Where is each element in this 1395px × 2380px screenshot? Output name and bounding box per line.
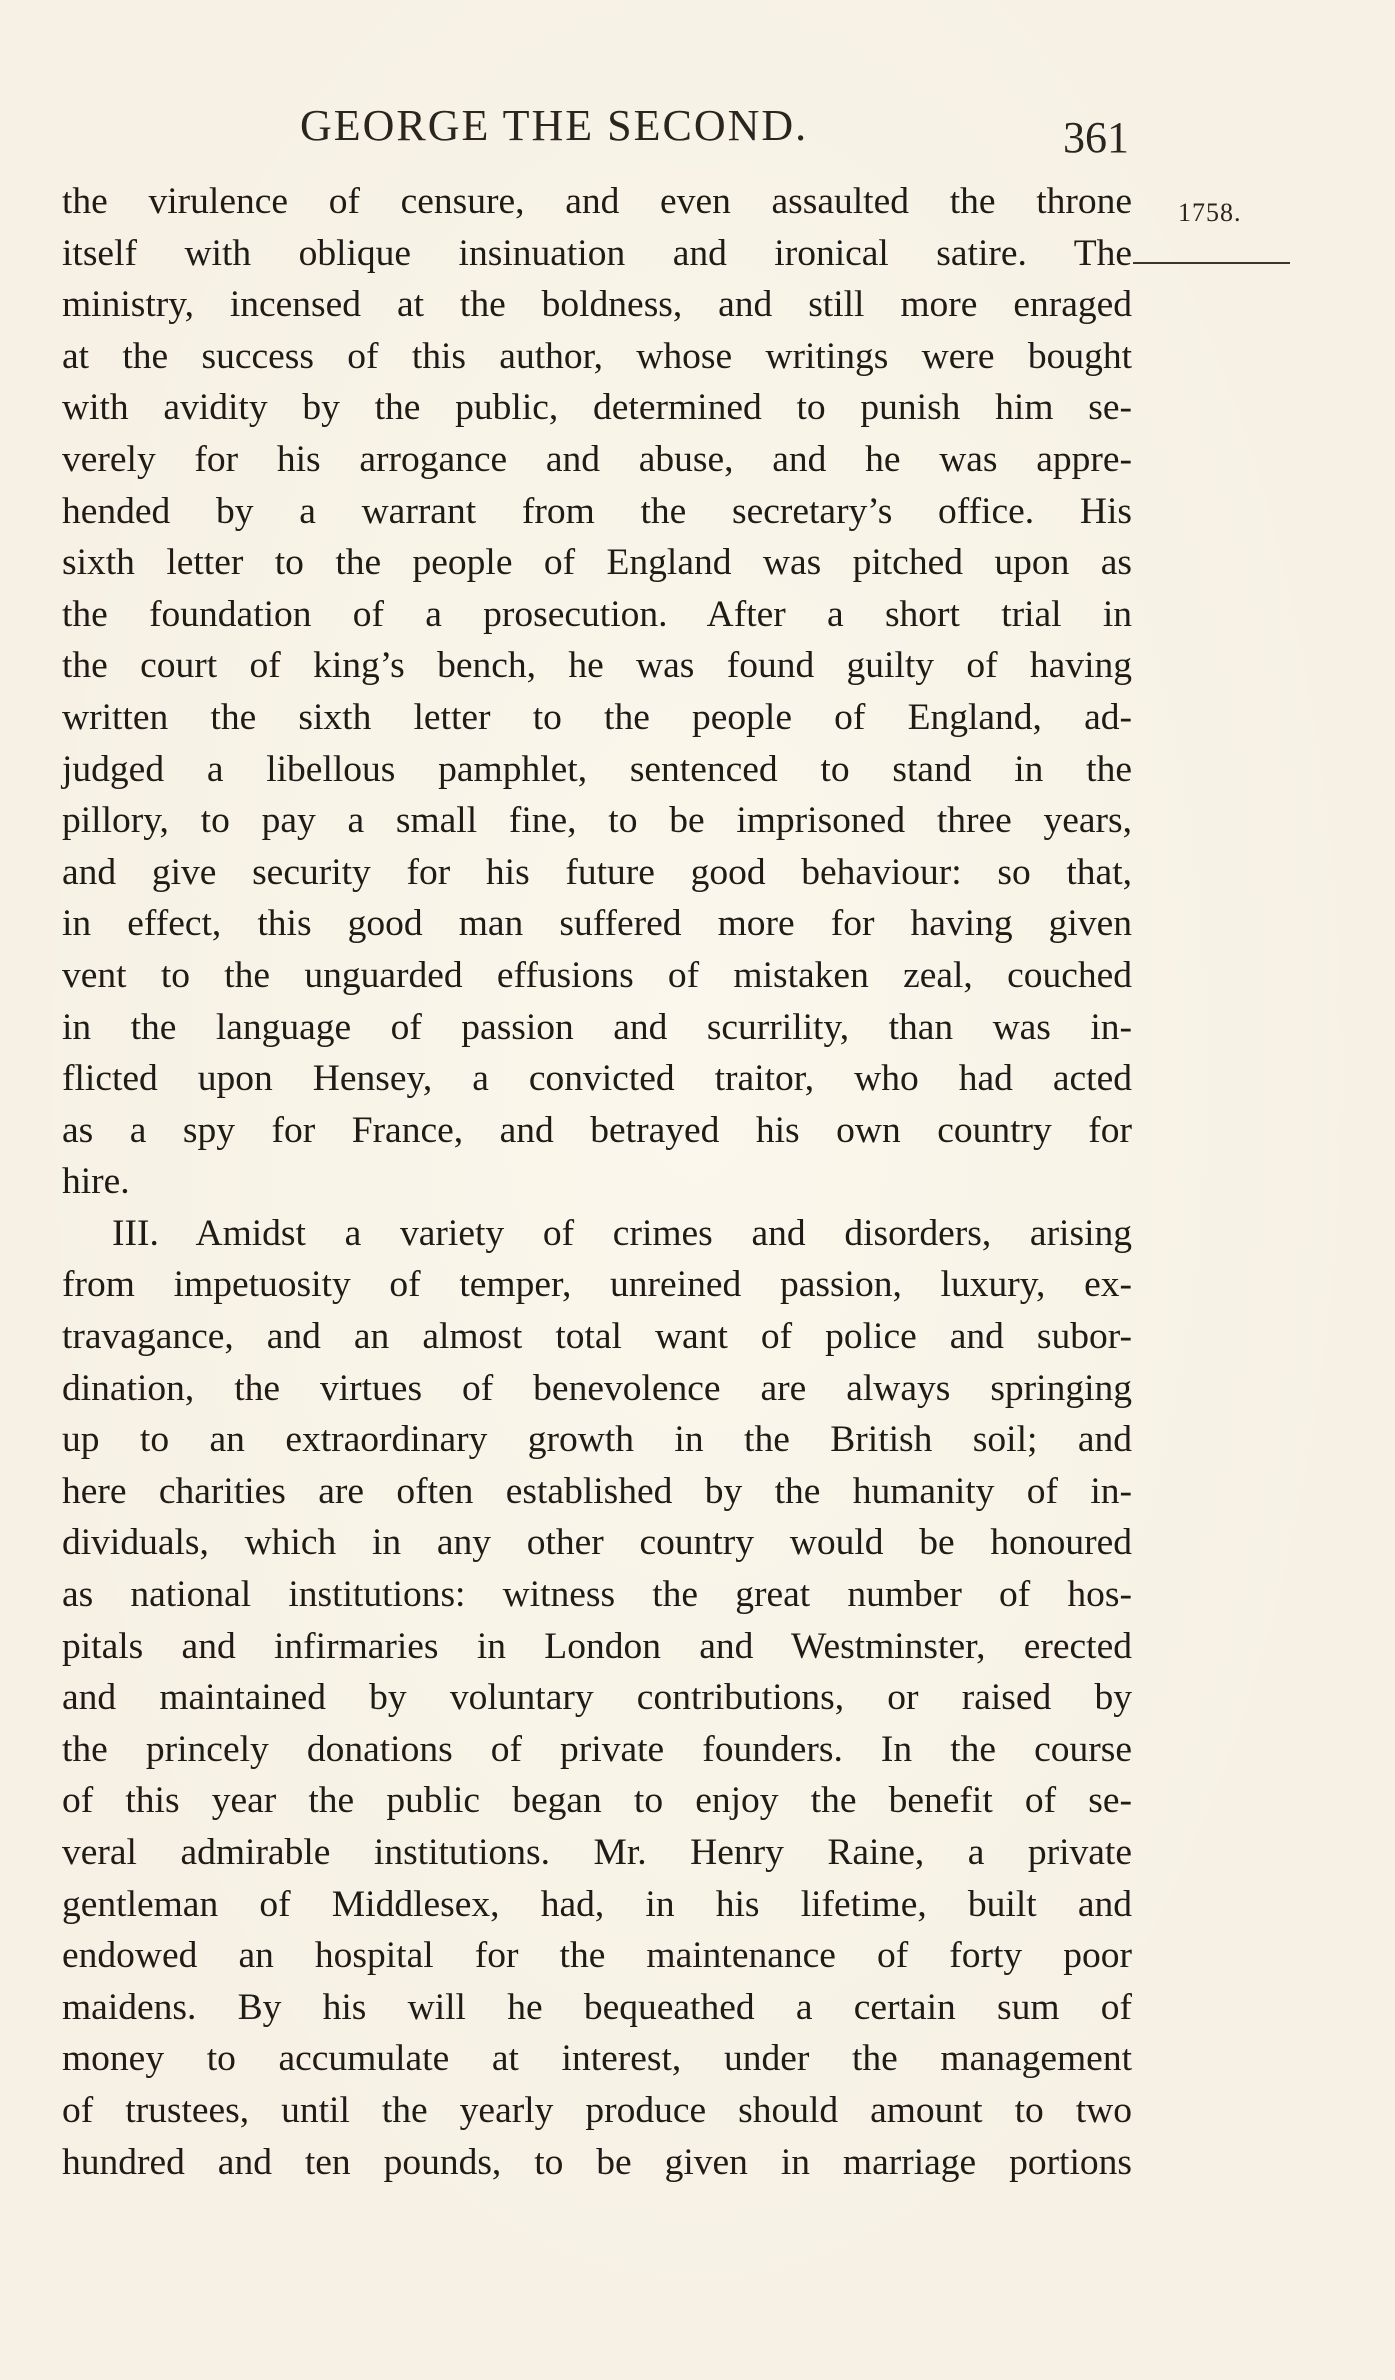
text-line: the foundation of a prosecution. After a short trial in bbox=[62, 593, 1132, 635]
text-line: as national institutions: witness the great number of hos- bbox=[62, 1574, 1132, 1616]
text-line: and give security for his future good behaviour: so that, bbox=[62, 851, 1132, 893]
text-line: written the sixth letter to the people of England, ad- bbox=[62, 696, 1132, 738]
text-line: money to accumulate at interest, under the management bbox=[62, 2038, 1132, 2080]
margin-rule bbox=[1133, 262, 1290, 264]
text-line: gentleman of Middlesex, had, in his lifetime, built and bbox=[62, 1883, 1132, 1925]
text-line: of trustees, until the yearly produce should amount to two bbox=[62, 2089, 1132, 2131]
text-line: maidens. By his will he bequeathed a certain sum of bbox=[62, 1986, 1132, 2028]
text-line: pillory, to pay a small fine, to be imprisoned three years, bbox=[62, 800, 1132, 842]
text-line: here charities are often established by the humanity of in- bbox=[62, 1470, 1132, 1512]
text-line: sixth letter to the people of England was pitched upon as bbox=[62, 542, 1132, 584]
text-line: in the language of passion and scurrility, than was in- bbox=[62, 1006, 1132, 1048]
text-line: from impetuosity of temper, unreined passion, luxury, ex- bbox=[62, 1264, 1132, 1306]
text-line: at the success of this author, whose writings were bought bbox=[62, 335, 1132, 377]
text-line: up to an extraordinary growth in the British soil; and bbox=[62, 1419, 1132, 1461]
body-text bbox=[62, 176, 1132, 2188]
text-line: of this year the public began to enjoy the benefit of se- bbox=[62, 1780, 1132, 1822]
running-head: GEORGE THE SECOND. bbox=[300, 101, 809, 150]
text-line: ministry, incensed at the boldness, and still more enraged bbox=[62, 284, 1132, 326]
text-line: the princely donations of private founders. In the course bbox=[62, 1728, 1132, 1770]
text-line: as a spy for France, and betrayed his own country for bbox=[62, 1109, 1132, 1151]
text-line: dination, the virtues of benevolence are always springing bbox=[62, 1367, 1132, 1409]
text-line: hended by a warrant from the secretary’s office. His bbox=[62, 490, 1132, 532]
text-line: in effect, this good man suffered more for having given bbox=[62, 903, 1132, 945]
text-line: and maintained by voluntary contributions, or raised by bbox=[62, 1677, 1132, 1719]
text-line: hundred and ten pounds, to be given in marriage portions bbox=[62, 2141, 1132, 2183]
text-line: verely for his arrogance and abuse, and he was appre- bbox=[62, 438, 1132, 480]
text-line: flicted upon Hensey, a convicted traitor, who had acted bbox=[62, 1058, 1132, 1100]
section-start-line: III. Amidst a variety of crimes and disorders, arising bbox=[112, 1212, 1132, 1254]
paragraph-end-line: hire. bbox=[62, 1161, 130, 1203]
text-line: judged a libellous pamphlet, sentenced to stand in the bbox=[62, 748, 1132, 790]
text-line: pitals and infirmaries in London and Westminster, erected bbox=[62, 1625, 1132, 1667]
text-line: vent to the unguarded effusions of mistaken zeal, couched bbox=[62, 954, 1132, 996]
text-line: itself with oblique insinuation and ironical satire. The bbox=[62, 232, 1132, 274]
text-line: the virulence of censure, and even assaulted the throne bbox=[62, 181, 1132, 222]
text-line: travagance, and an almost total want of police and subor- bbox=[62, 1316, 1132, 1358]
text-line: veral admirable institutions. Mr. Henry Raine, a private bbox=[62, 1832, 1132, 1873]
text-line: dividuals, which in any other country would be honoured bbox=[62, 1522, 1132, 1564]
text-line: endowed an hospital for the maintenance of forty poor bbox=[62, 1935, 1132, 1977]
page-number: 361 bbox=[1063, 113, 1129, 162]
text-line: the court of king’s bench, he was found guilty of having bbox=[62, 645, 1132, 687]
margin-year: 1758. bbox=[1178, 198, 1242, 227]
text-line: with avidity by the public, determined to punish him se- bbox=[62, 387, 1132, 429]
